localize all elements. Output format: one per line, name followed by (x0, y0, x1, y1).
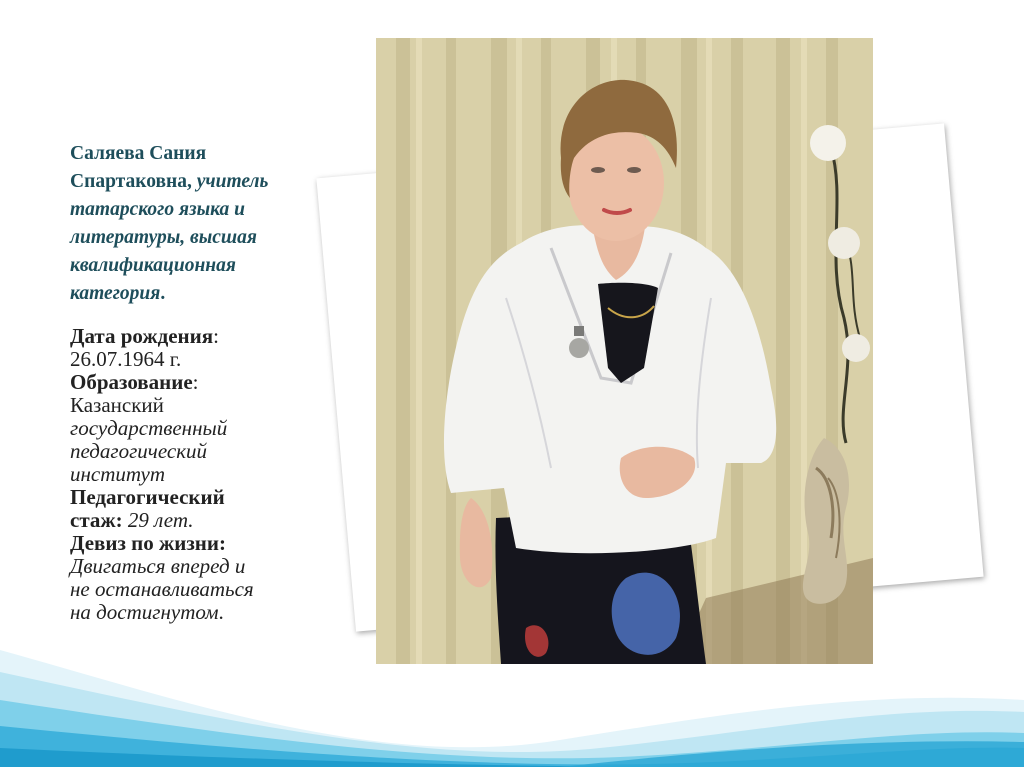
experience-label-line1: Педагогический (70, 485, 225, 509)
teacher-name-line2: Спартаковна (70, 171, 187, 192)
teacher-role-line6: категория (70, 283, 161, 304)
education-label: Образование (70, 370, 193, 394)
teacher-role-line3: литературы (70, 227, 181, 248)
education-line4: институт (70, 462, 166, 486)
motto-line3: на достигнутом (70, 600, 219, 624)
teacher-name-line1: Саляева Сания (70, 143, 207, 164)
education-line3: педагогический (70, 439, 208, 463)
education-line2: государственный (70, 416, 228, 440)
education-line1: Казанский (70, 393, 164, 417)
portrait-photo (376, 38, 873, 664)
motto-line2: не останавливаться (70, 577, 254, 601)
motto-label: Девиз по жизни (70, 531, 219, 555)
birth-label: Дата рождения (70, 324, 214, 348)
experience-value: 29 лет. (127, 508, 194, 532)
teacher-role-line4: высшая (190, 227, 257, 248)
teacher-title: Саляева Сания Спартаковна, учитель татарского языка и литературы, высшая квалификационная категория. (70, 140, 370, 308)
birth-value: 26.07.1964 г. (70, 347, 182, 371)
teacher-role-line2: татарского языка и (70, 199, 246, 220)
motto-line1: Двигаться вперед и (70, 554, 246, 578)
teacher-details: Дата рождения: 26.07.1964 г. Образование: Казанский государственный педагогический институт Педагогический стаж: 29 лет. Девиз по жизни: Двигаться вперед и не останавливаться на достигнутом. (70, 325, 370, 624)
experience-label-line2: стаж (70, 508, 116, 532)
teacher-role-line1: учитель (196, 171, 269, 192)
teacher-role-line5: квалификационная (70, 255, 236, 276)
